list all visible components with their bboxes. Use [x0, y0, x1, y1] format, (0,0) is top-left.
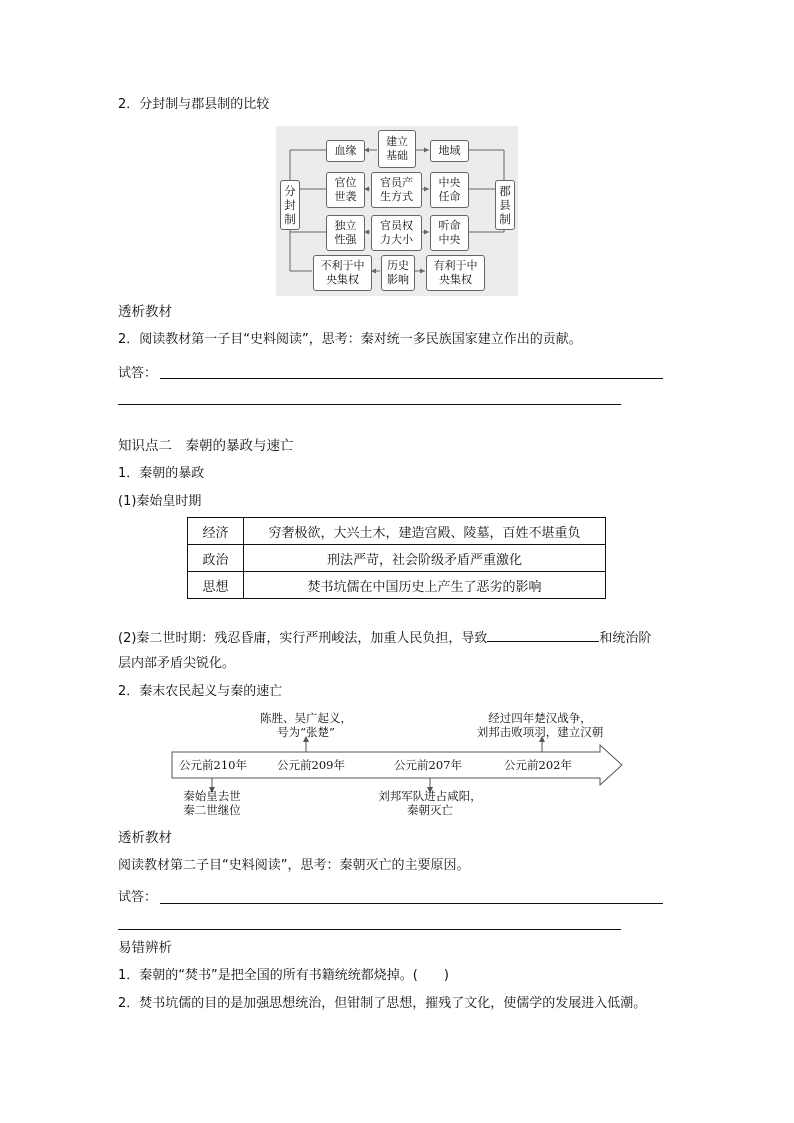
row4-center: 历史 影响: [381, 255, 415, 291]
row3-left: 独立 性强: [326, 215, 365, 251]
timeline-point: 公元前210年: [179, 758, 247, 772]
knowledge-heading: 知识点二 秦朝的暴政与速亡: [118, 438, 294, 454]
table-row: [188, 545, 606, 572]
blank-field[interactable]: [487, 628, 599, 642]
table-row: [188, 518, 606, 545]
timeline-event-above: 经过四年楚汉战争， 刘邦击败项羽，建立汉朝: [476, 711, 604, 739]
row3-center: 官员权 力大小: [371, 215, 422, 251]
fenfeng-label: 分 封 制: [280, 180, 300, 230]
junxian-label: 郡 县 制: [495, 180, 515, 230]
row1-left: 血缘: [326, 140, 365, 162]
table-value: 焚书坑儒在中国历史上产生了恶劣的影响: [244, 572, 606, 599]
qin-shihuang-table: [187, 517, 606, 599]
timeline-event-below: 刘邦军队进占咸阳， 秦朝灭亡: [378, 789, 482, 817]
table-value: 穷奢极欲，大兴土木，建造宫殿、陵墓，百姓不堪重负: [244, 518, 606, 545]
row4-left: 不利于中 央集权: [313, 255, 372, 291]
timeline-point: 公元前209年: [277, 758, 345, 772]
timeline-event-below: 秦始皇去世 秦二世继位: [183, 789, 241, 817]
row3-right: 听命 中央: [430, 215, 469, 251]
sub-heading-1: 1．秦朝的暴政: [118, 466, 205, 481]
row2-left: 官位 世袭: [326, 172, 365, 208]
error-heading: 易错辨析: [118, 940, 172, 956]
section-heading: 2．分封制与郡县制的比较: [118, 97, 270, 112]
answer-label-2: 试答：: [118, 890, 158, 905]
row2-right: 中央 任命: [430, 172, 469, 208]
sub-heading-1b-cont: 层内部矛盾尖锐化。: [118, 656, 236, 671]
answer-line-1b[interactable]: [118, 404, 621, 405]
answer-line-2a[interactable]: [160, 903, 663, 904]
sub-heading-1a: (1)秦始皇时期: [118, 494, 202, 509]
question-2: 阅读教材第二子目“史料阅读”，思考：秦朝灭亡的主要原因。: [118, 858, 470, 873]
row4-right: 有利于中 央集权: [426, 255, 485, 291]
timeline-event-above: 陈胜、吴广起义， 号为“张楚”: [260, 711, 352, 739]
answer-label-1: 试答：: [118, 366, 158, 381]
error-item: 2．焚书坑儒的目的是加强思想统治，但钳制了思想，摧残了文化，使儒学的发展进入低潮。: [118, 996, 647, 1011]
row2-center: 官员产 生方式: [371, 172, 422, 208]
timeline: [170, 710, 630, 825]
comparison-diagram: [276, 126, 518, 296]
analysis-heading-2: 透析教材: [118, 830, 172, 846]
answer-line-1a[interactable]: [160, 378, 663, 379]
answer-line-2b[interactable]: [118, 929, 621, 930]
sub-heading-1b: [118, 628, 651, 647]
timeline-point: 公元前202年: [504, 758, 572, 772]
analysis-heading-1: 透析教材: [118, 304, 172, 320]
row1-center: 建立 基础: [378, 130, 416, 168]
error-item: 1．秦朝的“焚书”是把全国的所有书籍统统都烧掉。( ): [118, 968, 449, 983]
table-value: 刑法严苛，社会阶级矛盾严重激化: [244, 545, 606, 572]
sub-heading-2: 2．秦末农民起义与秦的速亡: [118, 684, 283, 699]
timeline-point: 公元前207年: [394, 758, 462, 772]
row1-right: 地域: [430, 140, 469, 162]
table-key: 政治: [188, 545, 244, 572]
question-1: 2．阅读教材第一子目“史料阅读”，思考：秦对统一多民族国家建立作出的贡献。: [118, 332, 582, 347]
table-key: 思想: [188, 572, 244, 599]
sub1b-text-b: 和统治阶: [599, 631, 652, 646]
sub1b-text-a: (2)秦二世时期：残忍昏庸，实行严刑峻法，加重人民负担，导致: [118, 631, 488, 646]
table-row: [188, 572, 606, 599]
table-key: 经济: [188, 518, 244, 545]
